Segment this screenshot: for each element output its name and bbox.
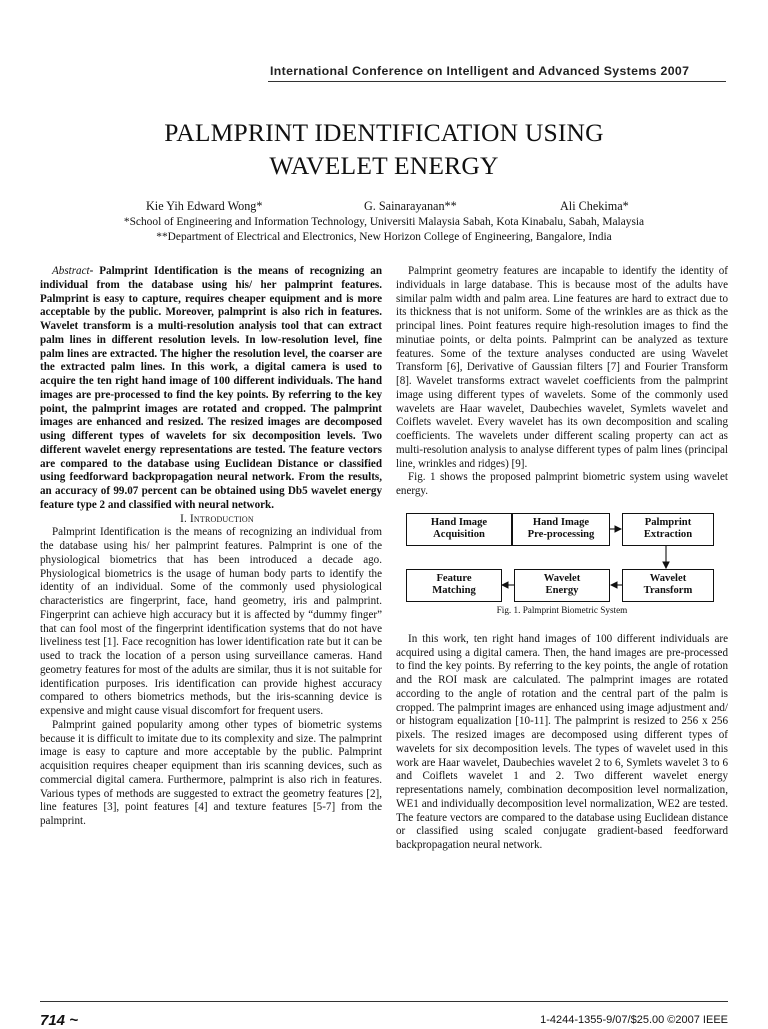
title-line-1: PALMPRINT IDENTIFICATION USING (164, 118, 604, 147)
block-label-line: Feature (436, 572, 472, 584)
intro-paragraph-1: Palmprint Identification is the means of recognizing an individual from the database using his/ her palmprint features. Palmprint is one of the physiological biometrics that has been introduced a decade ago. Physiological biometrics is the usage of human body parts to identify the identity of an individual. Some of the commonly used physiological characteristics are fingerprint, face, hand geometry, iris and palmprint. Fingerprint can achieve high accuracy but it is affected by “dummy finger” that can fool most of the fingerprint identification systems that do not have liveliness test [1]. Face recognition has lower identification rate but it can be used to track the location of a person using surveillance cameras. Hand geometry features for most of the adults are similar, thus it is not suitable for identification purposes. Iris identification can provide highest accuracy compared to others biometrics methods, but the iris-scanning device is expensive and might cause visual discomfort for frequent users. (40, 526, 382, 717)
author-1: Kie Yih Edward Wong* (146, 199, 263, 213)
header-rule (268, 81, 726, 82)
copyright-notice: 1-4244-1355-9/07/$25.00 ©2007 IEEE (540, 1014, 728, 1026)
section-title: Introduction (189, 512, 254, 525)
block-label-line: Hand Image (532, 516, 590, 528)
section-number: I. (180, 512, 190, 525)
block-hand-image-preprocessing (512, 513, 610, 546)
author-2: G. Sainarayanan** (364, 199, 457, 213)
block-wavelet-energy (514, 569, 610, 602)
right-column (396, 265, 728, 853)
left-column (40, 265, 382, 829)
figure-1 (396, 513, 728, 633)
paper-title (60, 116, 708, 182)
block-label-line: Acquisition (433, 529, 485, 541)
block-label-line: Extraction (643, 529, 693, 541)
block-wavelet-transform (622, 569, 714, 602)
affiliation-1: *School of Engineering and Information Technology, Universiti Malaysia Sabah, Kota Kinabalu, Sabah, Malaysia (123, 216, 645, 228)
block-label-line: Energy (545, 585, 579, 597)
section-heading-introduction (40, 513, 382, 527)
block-label-line: Palmprint (644, 516, 692, 528)
right-paragraph-1: Palmprint geometry features are incapable to identify the identity of individuals in large database. This is because most of the adults have similar palm width and palm area. Line features are hard to extract due to its thickness that is not uniform. Some of the wrinkles are as thick as the principal lines. Point features require high-resolution images to find the minutiae points, or delta points. Palmprint can be analyzed as texture features. Some of the texture analyses conducted are using Wavelet Transform [6], Derivative of Gaussian filters [7] and Fourier Transform [8]. Wavelet transforms extract wavelet coefficients from the palmprint image using different types of wavelets. Some of the commonly used wavelets are Haar wavelet, Daubechies wavelet, Symlets wavelet and Coiflets wavelet. Every wavelet has its own decomposition and scaling coefficients. The wavelets under different scaling property can act as multi-resolution analysis to analyse different types of palm lines (principal line, wrinkles and ridges) [9]. (396, 265, 728, 470)
right-paragraph-2: Fig. 1 shows the proposed palmprint biometric system using wavelet energy. (396, 471, 728, 497)
block-feature-matching (406, 569, 502, 602)
conference-header: International Conference on Intelligent and Advanced Systems 2007 (270, 64, 690, 78)
abstract-text: Palmprint Identification is the means of recognizing an individual from the database using his/ her palmprint features. Palmprint is easy to capture, requires cheaper equipment and is more acceptable by the public. Moreover, palmprint is also rich in features. Wavelet transform is a multi-resolution analysis tool that can extract palm lines in different resolution levels. In low-resolution level, fine palm lines are extracted. The higher the resolution level, the coarser are the extracted palm lines. In this work, a digital camera is used to acquire the ten right hand image of 100 different individuals. The hand images are pre-processed to find the key points. By referring to the key point, the palmprint images are rotated and cropped. The palmprint images are enhanced and resized. The resized images are decomposed using different types of wavelets for six decomposition levels. Two different wavelet energy representations are tested. The feature vectors are compared to the database using Euclidean Distance or classified using feedforward backpropagation neural network. From the results, an accuracy of 99.07 percent can be obtained using Db5 wavelet energy feature type 2 and classified with neural network. (40, 265, 382, 511)
page-number: 714 ~ (40, 1012, 78, 1029)
block-label-line: Transform (643, 585, 693, 597)
block-palmprint-extraction (622, 513, 714, 546)
abstract-dash: - (89, 265, 100, 277)
block-label-line: Pre-processing (527, 529, 595, 541)
block-label-line: Wavelet (543, 572, 581, 584)
block-label-line: Matching (432, 585, 476, 597)
block-label-line: Wavelet (649, 572, 687, 584)
right-paragraph-3: In this work, ten right hand images of 100 different individuals are acquired using a digital camera. Then, the hand images are pre-processed to find the key points. By referring to the key points, the angle of rotation and the ROI mask are calculated. The palmprint images are rotated according to the angle of rotation and the central part of the palm is cropped. The palmprint images are enhanced using image adjustment and/ or histogram equalization [10-11]. The palmprint is resized to 256 x 256 pixels. The resized images are decomposed using different types of wavelets for six decomposition levels. The types of wavelet used in this work are Haar wavelet, Daubechies wavelet 2 to 6, Symlets wavelet 3 to 6 and Coiflets wavelet 1 and 2. Two different wavelet energy representations namely, combination decomposition level normalization, WE1 and individually decomposition level normalization, WE2 are tested. The feature vectors are compared to the database using Euclidean distance or classified using scaled conjugate gradient-based feedforward backpropagation neural network. (396, 632, 728, 851)
figure-caption: Fig. 1. Palmprint Biometric System (496, 604, 628, 615)
block-label-line: Hand Image (430, 516, 488, 528)
block-hand-image-acquisition (406, 513, 512, 546)
author-3: Ali Chekima* (560, 199, 629, 213)
abstract-label: Abstract (52, 265, 90, 277)
intro-paragraph-2: Palmprint gained popularity among other types of biometric systems because it is difficult to imitate due to its complexity and size. The palmprint image is easy to capture and more acceptable by the public. Palmprint acquisition requires cheaper equipment than iris scanning devices, such as commercial digital camera. Furthermore, palmprint is also rich in features. Various types of methods are suggested to extract the geometry features [2], line features [3], point features [4] and texture features [5-7] from the palmprint. (40, 718, 382, 827)
abstract (40, 265, 382, 513)
footer-rule (40, 1001, 728, 1002)
title-line-2: WAVELET ENERGY (269, 151, 499, 180)
affiliation-2: **Department of Electrical and Electronics, New Horizon College of Engineering, Bangalore, India (156, 231, 612, 243)
